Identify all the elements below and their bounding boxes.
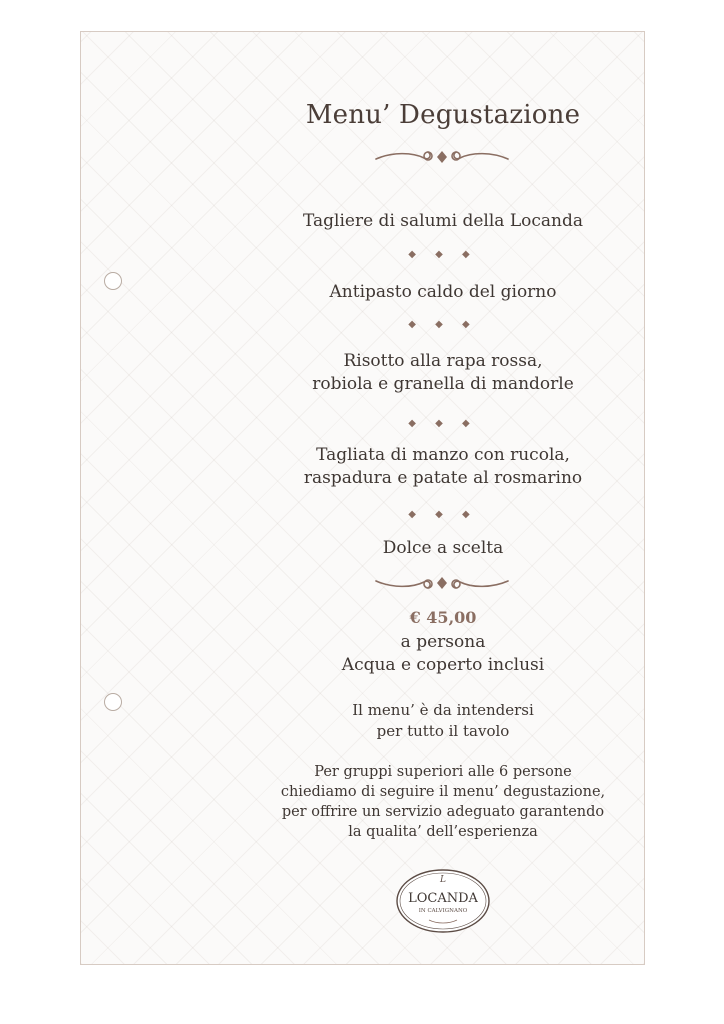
menu-title: Menu’ Degustazione bbox=[305, 100, 581, 130]
binder-hole-bottom bbox=[104, 693, 122, 711]
flourish-ornament-bottom bbox=[362, 572, 522, 594]
logo-subtitle: IN CALVIGNANO bbox=[418, 908, 468, 914]
group-note-line-3: per offrire un servizio adeguato garantendo bbox=[281, 804, 605, 820]
dish-3-line-1: Risotto alla rapa rossa, bbox=[343, 351, 543, 371]
dish-5: Dolce a scelta bbox=[382, 538, 504, 558]
logo-mark: L bbox=[440, 875, 446, 885]
dish-4-line-1: Tagliata di manzo con rucola, bbox=[316, 445, 570, 465]
locanda-logo bbox=[395, 867, 491, 935]
binder-hole-top bbox=[104, 272, 122, 290]
separator-4: ◆ ◆ ◆ bbox=[408, 509, 478, 520]
group-note-line-4: la qualita’ dell’esperienza bbox=[348, 824, 538, 840]
price: € 45,00 bbox=[409, 608, 477, 627]
price-included: Acqua e coperto inclusi bbox=[341, 655, 545, 675]
dish-1: Tagliere di salumi della Locanda bbox=[303, 211, 583, 231]
separator-2: ◆ ◆ ◆ bbox=[408, 319, 478, 330]
separator-3: ◆ ◆ ◆ bbox=[408, 418, 478, 429]
dish-4-line-2: raspadura e patate al rosmarino bbox=[303, 468, 583, 488]
table-note-line-2: per tutto il tavolo bbox=[376, 722, 510, 740]
group-note-line-1: Per gruppi superiori alle 6 persone bbox=[314, 764, 572, 780]
separator-1: ◆ ◆ ◆ bbox=[408, 249, 478, 260]
table-note-line-1: Il menu’ è da intendersi bbox=[352, 701, 534, 719]
group-note-line-2: chiediamo di seguire il menu’ degustazione, bbox=[280, 784, 606, 800]
price-per-person: a persona bbox=[400, 632, 486, 652]
dish-3-line-2: robiola e granella di mandorle bbox=[312, 374, 574, 394]
logo-name: LOCANDA bbox=[408, 891, 478, 906]
dish-2: Antipasto caldo del giorno bbox=[329, 282, 557, 302]
flourish-ornament-top bbox=[362, 146, 522, 168]
